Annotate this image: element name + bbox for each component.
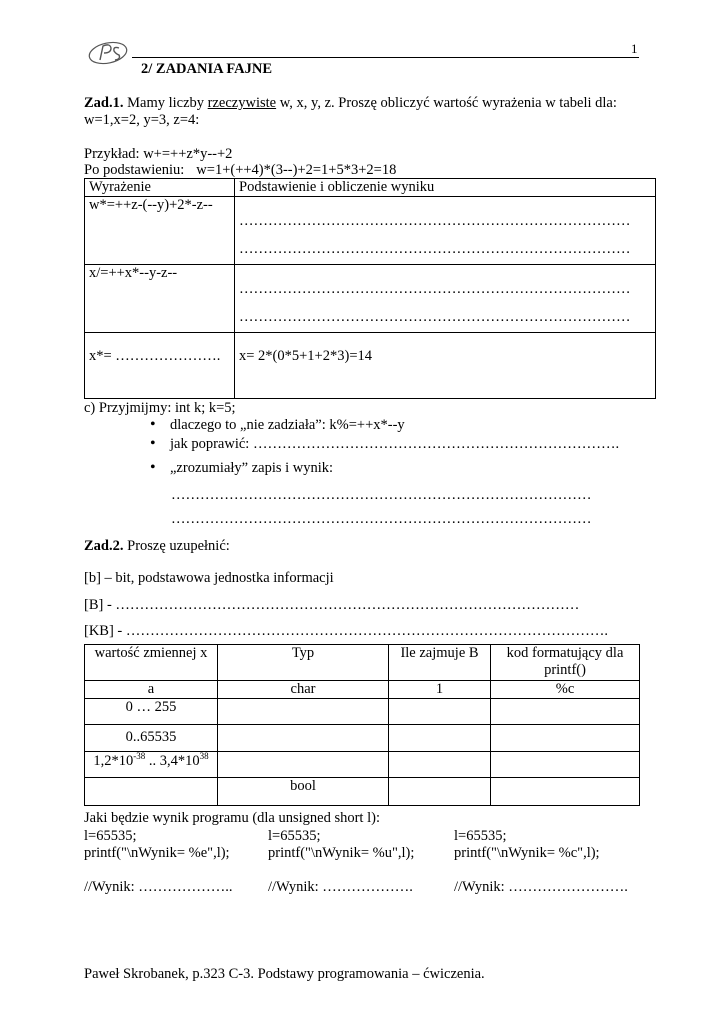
table-row — [85, 724, 640, 751]
header-format: kod formatujący dla printf() — [491, 645, 640, 681]
header-expression: Wyrażenie — [85, 179, 235, 197]
table-cell: a — [85, 681, 218, 699]
table-header-row — [85, 645, 640, 681]
program-assign-3: l=65535; — [454, 828, 507, 844]
zad1-after-sub-value: w=1+(++4)*(3--)+2=1+5*3+2=18 — [196, 162, 397, 178]
table-cell: 0 … 255 — [85, 698, 218, 724]
answer-dots: ……………………………………………………………………… — [239, 241, 631, 258]
zad2-label: Zad.2. — [84, 538, 124, 554]
zad1-after-sub-label: Po podstawieniu: — [84, 162, 185, 178]
float-range-a: 1,2*10 — [93, 752, 134, 769]
answer-cell: x= 2*(0*5+1+2*3)=14 — [235, 332, 656, 398]
header-rule — [132, 57, 639, 58]
table-cell — [491, 724, 640, 751]
program-printf-3: printf("\nWynik= %c",l); — [454, 845, 600, 861]
header-type: Typ — [218, 645, 389, 681]
float-range-cell — [85, 751, 218, 777]
program-printf-1: printf("\nWynik= %e",l); — [84, 845, 230, 861]
header-bytes: Ile zajmuje B — [389, 645, 491, 681]
table-cell — [389, 698, 491, 724]
table-row — [85, 681, 640, 699]
kb-line: [KB] - ………………………………………………………………………………………. — [84, 623, 609, 639]
page-number: 1 — [631, 41, 638, 56]
table-cell: bool — [218, 777, 389, 805]
program-assign-1: l=65535; — [84, 828, 137, 844]
program-assign-2: l=65535; — [268, 828, 321, 844]
part-c-dots: …………………………………………………………………………… — [171, 487, 592, 503]
float-range-a-exp: -38 — [133, 750, 146, 761]
part-c-intro: c) Przyjmijmy: int k; k=5; — [84, 400, 236, 416]
table-row — [85, 332, 656, 398]
expr-cell: w*=++z-(--y)+2*-z-- — [85, 196, 235, 264]
bullet-item: • dlaczego to „nie zadziała”: k%=++x*--y — [146, 417, 619, 436]
types-table — [84, 644, 640, 806]
bullet-item: • „zrozumiały” zapis i wynik: — [146, 460, 619, 477]
zad1-intro-line2: w=1,x=2, y=3, z=4: — [84, 112, 200, 128]
expr-cell: x/=++x*--y-z-- — [85, 264, 235, 332]
zad1-intro — [84, 95, 617, 112]
table-row — [85, 264, 656, 332]
table-cell — [218, 698, 389, 724]
zad2-intro-text: Proszę uzupełnić: — [123, 538, 230, 554]
answer-cell — [235, 264, 656, 332]
expressions-table — [84, 178, 656, 399]
table-cell: char — [218, 681, 389, 699]
zad2-intro — [84, 538, 230, 555]
table-cell — [389, 777, 491, 805]
table-cell — [389, 724, 491, 751]
zad1-example: Przykład: w+=++z*y--+2 — [84, 146, 233, 162]
program-result-1: //Wynik: ……………….. — [84, 879, 233, 895]
part-c-dots: …………………………………………………………………………… — [171, 511, 592, 527]
zad1-underlined-word: rzeczywiste — [207, 95, 277, 111]
answer-cell — [235, 196, 656, 264]
program-result-3: //Wynik: ……………………. — [454, 879, 628, 895]
table-cell — [491, 777, 640, 805]
author-logo — [86, 38, 132, 68]
float-range-b-exp: 38 — [199, 750, 209, 761]
program-question: Jaki będzie wynik programu (dla unsigned short l): — [84, 810, 380, 826]
table-row — [85, 698, 640, 724]
table-cell — [218, 724, 389, 751]
answer-dots: ……………………………………………………………………… — [239, 280, 631, 297]
zad1-intro-pre: Mamy liczby — [123, 95, 208, 111]
part-c-bullets — [146, 417, 619, 477]
header-value: wartość zmiennej x — [85, 645, 218, 681]
program-printf-2: printf("\nWynik= %u",l); — [268, 845, 415, 861]
answer-dots: ……………………………………………………………………… — [239, 309, 631, 326]
footer-text: Paweł Skrobanek, p.323 C-3. Podstawy programowania – ćwiczenia. — [84, 966, 485, 982]
table-cell: %c — [491, 681, 640, 699]
answer-dots: ……………………………………………………………………… — [239, 212, 631, 229]
bit-line: [b] – bit, podstawowa jednostka informacji — [84, 570, 334, 586]
table-header-row — [85, 179, 656, 197]
program-result-2: //Wynik: ………………. — [268, 879, 413, 895]
table-cell — [85, 777, 218, 805]
table-cell — [491, 698, 640, 724]
section-title: 2/ ZADANIA FAJNE — [141, 61, 273, 77]
table-cell — [491, 751, 640, 777]
table-cell: 0..65535 — [85, 724, 218, 751]
expr-cell: x*= …………………. — [85, 332, 235, 398]
float-range-mid: .. 3,4*10 — [145, 752, 200, 769]
table-row — [85, 777, 640, 805]
table-cell: 1 — [389, 681, 491, 699]
byte-line: [B] - …………………………………………………………………………………… — [84, 597, 580, 613]
table-row — [85, 751, 640, 777]
table-row — [85, 196, 656, 264]
zad1-label: Zad.1. — [84, 95, 124, 111]
bullet-item: • jak poprawić: …………………………………………………………………. — [146, 436, 619, 460]
zad1-intro-post: w, x, y, z. Proszę obliczyć wartość wyrażenia w tabeli dla: — [276, 95, 617, 111]
zad1-after-sub — [84, 162, 396, 179]
table-cell — [218, 751, 389, 777]
table-cell — [389, 751, 491, 777]
header-substitution: Podstawienie i obliczenie wyniku — [235, 179, 656, 197]
